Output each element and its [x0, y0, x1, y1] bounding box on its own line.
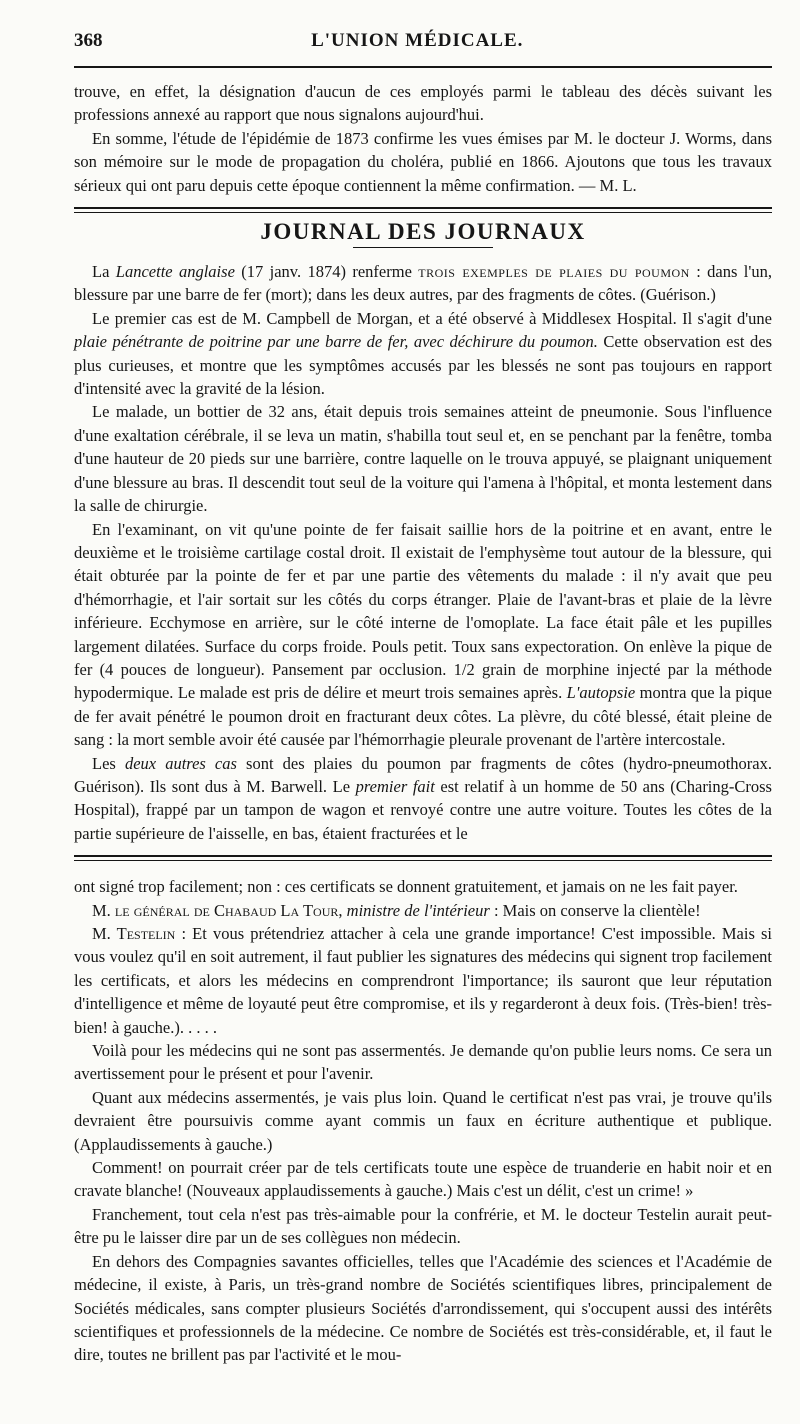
- paragraph: trouve, en effet, la désignation d'aucun de ces employés parmi le tableau des décès suivant les professions annexé au rapport que nous signalons aujourd'hui.: [74, 82, 772, 125]
- paragraph: M. le général de Chabaud La Tour, ministre de l'intérieur : Mais on conserve la clientèle!: [92, 900, 701, 920]
- running-title: L'UNION MÉDICALE.: [311, 30, 524, 51]
- speaker-name: M. le général de Chabaud La Tour,: [92, 900, 343, 920]
- section-divider: [74, 855, 772, 861]
- paragraph: M. Testelin : Et vous prétendriez attacher à cela une grande importance! C'est impossible. Mais si vous voulez qu'il en soit autrement, il faut publier les signatures des médecins qui signent trop facilement les certificats, et alors les médecins en comprendront l'importance; ils sauront que leur réputation d'intelligence et même de loyauté peut être compromise, et ils y regarderont à deux fois. (Très-bien! très-bien! à gauche.). . . . .: [74, 924, 773, 1037]
- title-underline: [353, 247, 493, 248]
- paragraph: En dehors des Compagnies savantes officielles, telles que l'Académie des sciences et l'Académie de médecine, il existe, à Paris, un très-grand nombre de Sociétés scientifiques libres, principalement de Sociétés médicales, sans compter plusieurs Sociétés d'arrondissement, qui s'occupent aussi des intérêts scientifiques et professionnels de la médecine. Ce nombre de Sociétés est très-considérable, et, il faut le dire, toutes ne brillent pas par l'activité et le mou-: [74, 1251, 772, 1365]
- journal-section: [74, 260, 772, 845]
- speaker-name: M. Testelin: [92, 924, 176, 943]
- paragraph: Franchement, tout cela n'est pas très-aimable pour la confrérie, et M. le docteur Testelin aurait peut-être pu le laisser dire par un de ses collègues non médecin.: [74, 1204, 772, 1248]
- paragraph: En l'examinant, on vit qu'une pointe de fer faisait saillie hors de la poitrine et en avant, entre le deuxième et le troisième cartilage costal droit. Il existait de l'emphysème tout autour de la blessure, qui était obturée par la pointe de fer et par une partie des vêtements du malade : il n'y avait que peu d'hémorrhagie, et l'air sortait sur les côtés du corps étranger. Plaie de l'avant-bras et plaie de la lèvre inférieure. Ecchymose en arrière, sur le côté interne de l'omoplate. La face était pâle et les pupilles largement dilatées. Surface du corps froide. Pouls petit. Toux sans expectoration. On enlève la pique de fer (4 pouces de longueur). Pansement par occlusion. 1/2 grain de morphine injecté par la méthode hypodermique. Le malade est pris de délire et meurt trois semaines après. L'autopsie montra que la pique de fer avait pénétré le poumon droit en fracturant deux côtes. La plèvre, du côté blessé, était pleine de sang : la mort semble avoir été causée par l'hémorrhagie pleurale provenant de l'artère intercostale.: [74, 519, 772, 750]
- paragraph: ont signé trop facilement; non : ces certificats se donnent gratuitement, et jamais on ne les fait payer.: [74, 877, 738, 897]
- journal-name: Lancette anglaise: [115, 262, 235, 282]
- cholera-article-end: [74, 80, 772, 197]
- debate-section: [74, 875, 772, 1367]
- paragraph: La Lancette anglaise (17 janv. 1874) renferme trois exemples de plaies du poumon : dans l'un, blessure par une barre de fer (mort); dans les deux autres, par des fragments de côtes. (Guérison.): [74, 262, 772, 305]
- paragraph: Les deux autres cas sont des plaies du poumon par fragments de côtes (hydro-pneumothorax. Guérison). Ils sont dus à M. Barwell. Le premier fait est relatif à un homme de 50 ans (Charing-Cross Hospital), frappé par un tampon de wagon et renvoyé contre une autre voiture. Toutes les côtes de la partie supérieure de l'aisselle, en bas, étaient fracturées et le: [74, 753, 773, 843]
- page-header: [74, 30, 772, 66]
- small-caps-heading: trois exemples de plaies du poumon: [418, 262, 690, 282]
- section-title: JOURNAL DES JOURNAUX: [260, 219, 586, 245]
- paragraph: En somme, l'étude de l'épidémie de 1873 confirme les vues émises par M. le docteur J. Worms, dans son mémoire sur le mode de propagation du choléra, publié en 1866. Ajoutons que tous les travaux sérieux qui ont paru depuis cette époque contiennent la même confirmation. — M. L.: [74, 128, 772, 195]
- header-rule: [74, 66, 772, 68]
- paragraph: Le malade, un bottier de 32 ans, était depuis trois semaines atteint de pneumonie. Sous l'influence d'une exaltation cérébrale, il se leva un matin, s'habilla tout seul et, en se penchant par la fenêtre, tomba d'une hauteur de 20 pieds sur une barrière, contre laquelle on le trouva appuyé, se plaignant uniquement d'une blessure au bras. Il descendit tout seul de la voiture qui l'amena à l'hôpital, et monta lestement dans la salle de chirurgie.: [74, 402, 772, 516]
- page-number: 368: [74, 30, 103, 51]
- paragraph: Voilà pour les médecins qui ne sont pas assermentés. Je demande qu'on publie leurs noms. Ce sera un avertissement pour le présent et pour l'avenir.: [74, 1041, 772, 1084]
- paragraph: Comment! on pourrait créer par de tels certificats toute une espèce de truanderie en habit noir et en cravate blanche! (Nouveaux applaudissements à gauche.) Mais c'est un délit, c'est un crime! »: [74, 1158, 772, 1201]
- paragraph: Le premier cas est de M. Campbell de Morgan, et a été observé à Middlesex Hospital. Il s'agit d'une plaie pénétrante de poitrine par une barre de fer, avec déchirure du poumon. Cette observation est des plus curieuses, et montre que les symptômes accusés par les blessés ne sont pas toujours en rapport d'intensité avec la gravité de la lésion.: [74, 308, 772, 399]
- paragraph: Quant aux médecins assermentés, je vais plus loin. Quand le certificat n'est pas vrai, je trouve qu'ils devraient être poursuivis comme ayant commis un faux en écriture authentique et publique. (Applaudissements à gauche.): [74, 1087, 772, 1154]
- section-divider: [74, 207, 772, 213]
